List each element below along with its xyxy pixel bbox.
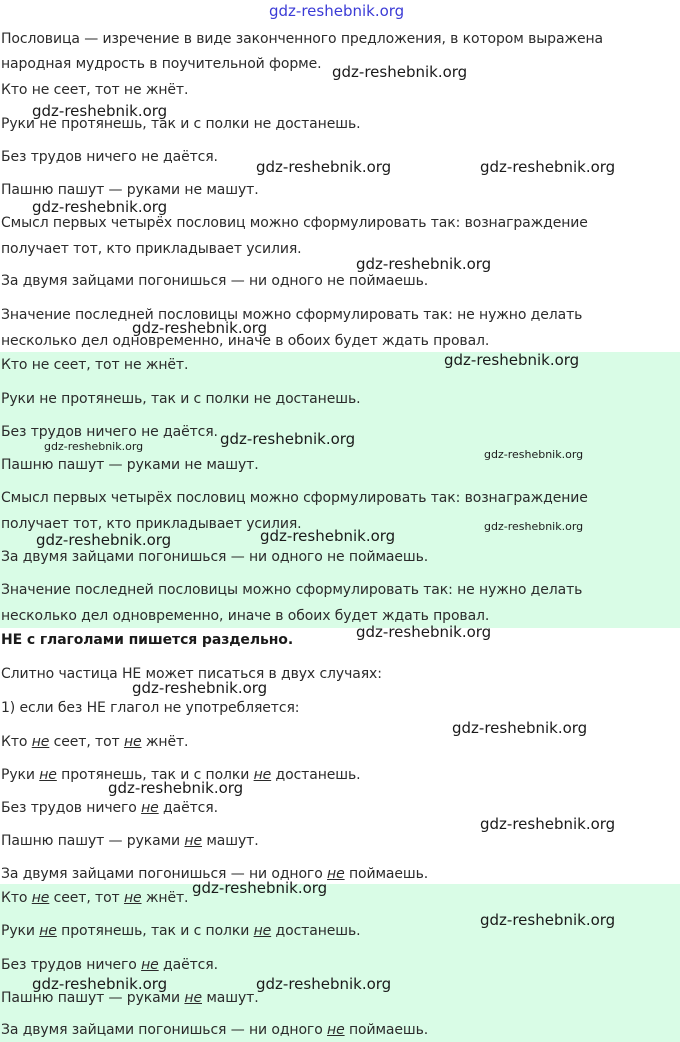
proverb-4: Пашню пашут — руками не машут. bbox=[1, 457, 259, 473]
meaning-1-line-2: получает тот, кто прикладывает усилия. bbox=[1, 516, 302, 532]
watermark: gdz-reshebnik.org bbox=[192, 879, 328, 897]
watermark: gdz-reshebnik.org bbox=[220, 430, 356, 448]
watermark: gdz-reshebnik.org bbox=[260, 527, 396, 545]
meaning-2-line-2: несколько дел одновременно, иначе в обоих будет ждать провал. bbox=[1, 333, 490, 349]
watermark: gdz-reshebnik.org bbox=[44, 440, 144, 453]
proverb-3: Без трудов ничего не даётся. bbox=[1, 149, 218, 165]
particle-ne: не bbox=[123, 890, 142, 906]
particle-ne: не bbox=[31, 734, 50, 750]
marked-proverb-2: Руки не протянешь, так и с полки не достанешь. bbox=[1, 767, 361, 783]
particle-ne: не bbox=[39, 923, 57, 939]
watermark: gdz-reshebnik.org bbox=[32, 198, 168, 216]
watermark: gdz-reshebnik.org bbox=[108, 779, 244, 797]
marked-proverb-3: Без трудов ничего не даётся. bbox=[1, 957, 218, 973]
watermark: gdz-reshebnik.org bbox=[256, 975, 392, 993]
proverb-2: Руки не протянешь, так и с полки не достанешь. bbox=[1, 391, 361, 407]
particle-ne: не bbox=[184, 990, 202, 1006]
watermark: gdz-reshebnik.org bbox=[480, 815, 616, 833]
particle-ne: не bbox=[123, 734, 142, 750]
meaning-1-line-1: Смысл первых четырёх пословиц можно сформулировать так: вознаграждение bbox=[1, 490, 588, 506]
particle-ne: не bbox=[31, 890, 50, 906]
particle-ne: не bbox=[141, 800, 159, 816]
watermark: gdz-reshebnik.org bbox=[444, 351, 580, 369]
meaning-2-line-2: несколько дел одновременно, иначе в обоих будет ждать провал. bbox=[1, 608, 490, 624]
rule-heading: НЕ с глаголами пишется раздельно. bbox=[1, 632, 294, 648]
marked-proverb-4: Пашню пашут — руками не машут. bbox=[1, 833, 259, 849]
marked-proverb-4: Пашню пашут — руками не машут. bbox=[1, 990, 259, 1006]
watermark: gdz-reshebnik.org bbox=[480, 911, 616, 929]
definition-line-1: Пословица — изречение в виде законченного предложения, в котором выражена bbox=[1, 31, 604, 47]
particle-ne: не bbox=[327, 866, 345, 882]
watermark: gdz-reshebnik.org bbox=[484, 448, 584, 461]
proverb-5: За двумя зайцами погонишься — ни одного не поймаешь. bbox=[1, 549, 429, 565]
proverb-1: Кто не сеет, тот не жнёт. bbox=[1, 82, 189, 98]
particle-ne: не bbox=[253, 923, 272, 939]
proverb-2: Руки не протянешь, так и с полки не достанешь. bbox=[1, 116, 361, 132]
marked-proverb-1: Кто не сеет, тот не жнёт. bbox=[1, 734, 189, 750]
proverb-4: Пашню пашут — руками не машут. bbox=[1, 182, 259, 198]
definition-line-2: народная мудрость в поучительной форме. bbox=[1, 56, 322, 72]
watermark: gdz-reshebnik.org bbox=[36, 531, 172, 549]
particle-ne: не bbox=[327, 1022, 345, 1038]
marked-proverb-2: Руки не протянешь, так и с полки не достанешь. bbox=[1, 923, 361, 939]
marked-proverb-5: За двумя зайцами погонишься — ни одного не поймаешь. bbox=[1, 1022, 429, 1038]
meaning-2-line-1: Значение последней пословицы можно сформулировать так: не нужно делать bbox=[1, 582, 583, 598]
rule-case-1: 1) если без НЕ глагол не употребляется: bbox=[1, 700, 300, 716]
watermark: gdz-reshebnik.org bbox=[32, 102, 168, 120]
rule-intro: Слитно частица НЕ может писаться в двух случаях: bbox=[1, 666, 382, 682]
meaning-1-line-2: получает тот, кто прикладывает усилия. bbox=[1, 241, 302, 257]
particle-ne: не bbox=[253, 767, 272, 783]
proverb-5: За двумя зайцами погонишься — ни одного не поймаешь. bbox=[1, 273, 429, 289]
proverb-3: Без трудов ничего не даётся. bbox=[1, 424, 218, 440]
watermark: gdz-reshebnik.org bbox=[332, 63, 468, 81]
marked-proverb-1: Кто не сеет, тот не жнёт. bbox=[1, 890, 189, 906]
particle-ne: не bbox=[184, 833, 202, 849]
watermark: gdz-reshebnik.org bbox=[132, 319, 268, 337]
watermark: gdz-reshebnik.org bbox=[269, 2, 405, 20]
meaning-1-line-1: Смысл первых четырёх пословиц можно сформулировать так: вознаграждение bbox=[1, 215, 588, 231]
watermark: gdz-reshebnik.org bbox=[484, 520, 584, 533]
watermark: gdz-reshebnik.org bbox=[356, 255, 492, 273]
marked-proverb-3: Без трудов ничего не даётся. bbox=[1, 800, 218, 816]
proverb-1: Кто не сеет, тот не жнёт. bbox=[1, 357, 189, 373]
marked-proverb-5: За двумя зайцами погонишься — ни одного не поймаешь. bbox=[1, 866, 429, 882]
watermark: gdz-reshebnik.org bbox=[452, 719, 588, 737]
watermark: gdz-reshebnik.org bbox=[32, 975, 168, 993]
particle-ne: не bbox=[39, 767, 57, 783]
watermark: gdz-reshebnik.org bbox=[256, 158, 392, 176]
watermark: gdz-reshebnik.org bbox=[480, 158, 616, 176]
watermark: gdz-reshebnik.org bbox=[132, 679, 268, 697]
particle-ne: не bbox=[141, 957, 159, 973]
watermark: gdz-reshebnik.org bbox=[356, 623, 492, 641]
meaning-2-line-1: Значение последней пословицы можно сформулировать так: не нужно делать bbox=[1, 307, 583, 323]
